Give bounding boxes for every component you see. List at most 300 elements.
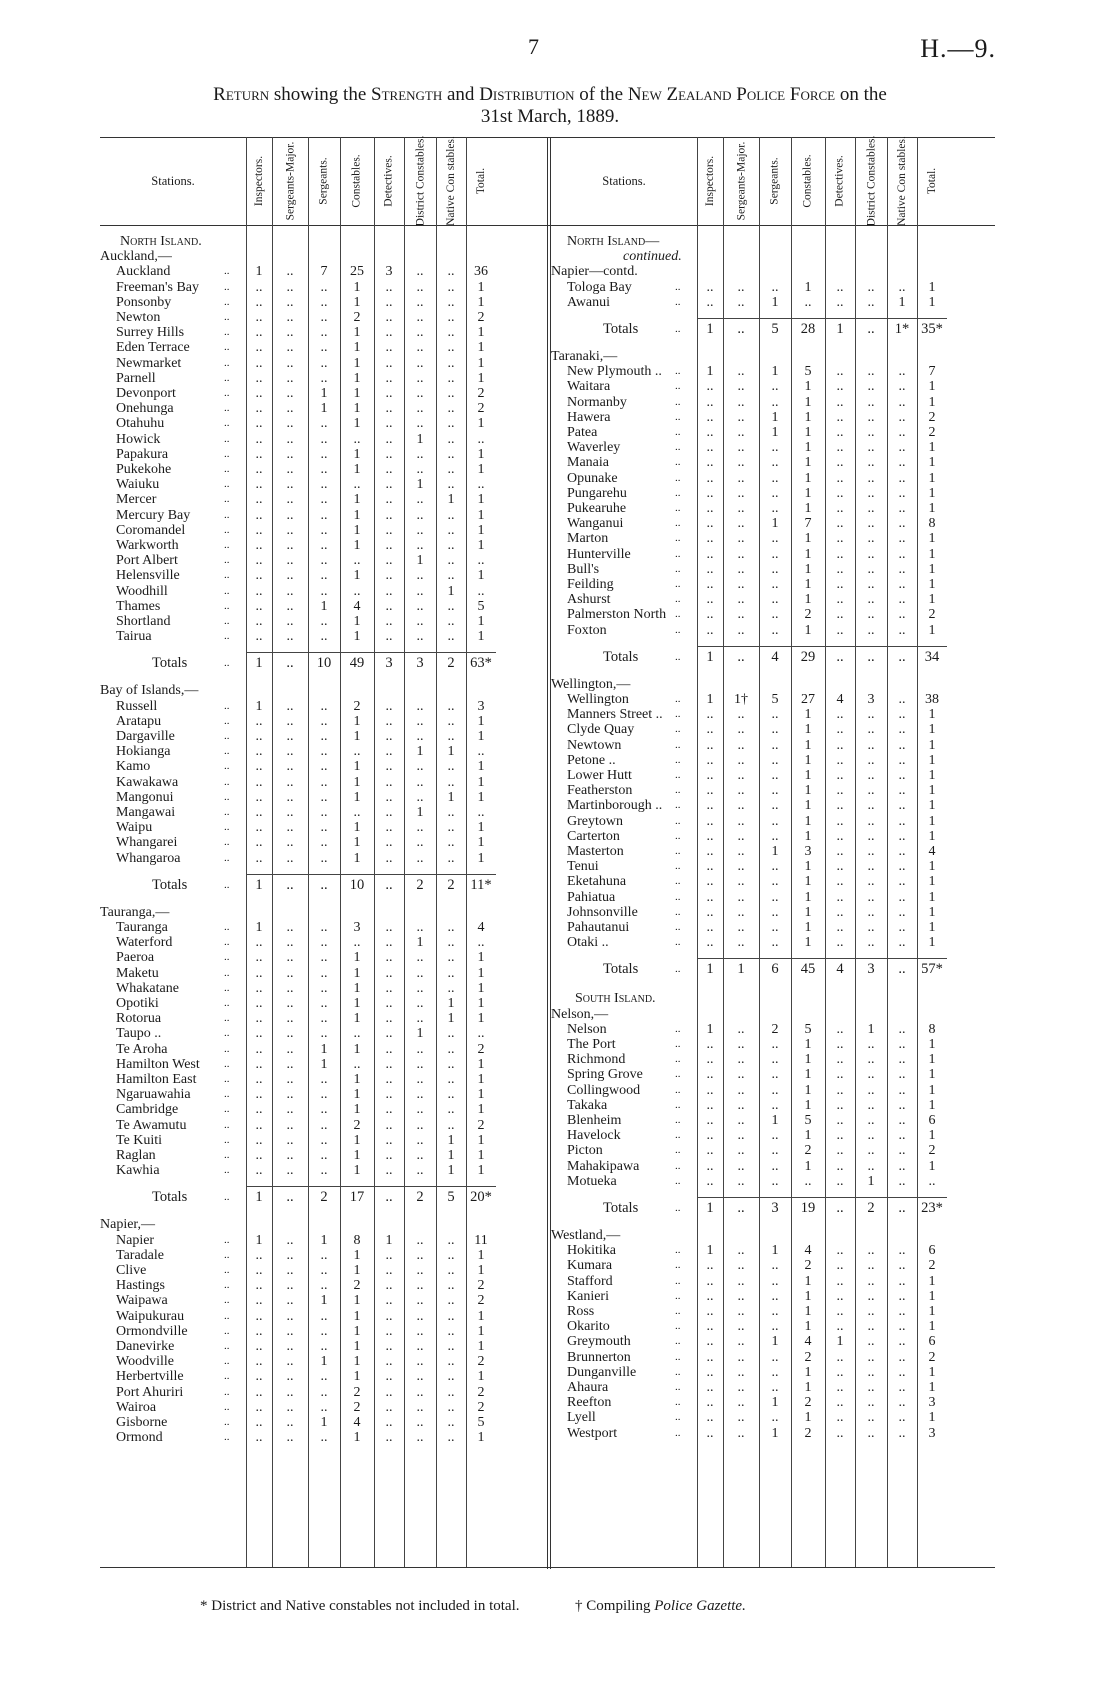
cell-inspectors: .. — [706, 904, 714, 920]
cell-detectives: .. — [385, 744, 393, 760]
cell-detectives: .. — [385, 1189, 393, 1206]
left-header-district-constables: District Constables. — [414, 135, 426, 227]
cell-inspectors: .. — [255, 835, 263, 851]
document-title — [100, 84, 1000, 128]
leader-dots: .. — [675, 1350, 681, 1363]
cell-sergeants-major: .. — [737, 768, 745, 783]
station-name: Normanby — [567, 394, 627, 410]
cell-sergeants-major: .. — [286, 1430, 294, 1446]
cell-detectives: .. — [836, 622, 844, 638]
cell-inspectors: .. — [255, 370, 263, 386]
station-name: Totals — [152, 876, 188, 893]
cell-inspectors: .. — [255, 1087, 263, 1103]
cell-sergeants-major: .. — [286, 789, 294, 805]
cell-inspectors: .. — [706, 1258, 714, 1274]
cell-total: 2 — [477, 386, 485, 401]
cell-inspectors: .. — [255, 583, 263, 599]
cell-native-constables: .. — [898, 1425, 906, 1441]
cell-sergeants: .. — [320, 310, 328, 325]
cell-native-constables: .. — [898, 874, 906, 890]
cell-constables: 2 — [804, 1258, 812, 1274]
station-name: Martinborough .. — [567, 798, 663, 814]
cell-sergeants-major: .. — [737, 455, 745, 471]
leader-dots: .. — [675, 1274, 681, 1287]
cell-native-constables: .. — [898, 1200, 906, 1216]
cell-total: 1 — [928, 440, 936, 456]
cell-constables: 1 — [353, 538, 361, 553]
cell-detectives: .. — [385, 1263, 393, 1278]
cell-sergeants: .. — [320, 279, 328, 295]
cell-sergeants: 1 — [771, 364, 779, 380]
cell-native-constables: 1 — [447, 744, 455, 760]
cell-total: 1 — [477, 1323, 485, 1339]
cell-native-constables: .. — [898, 798, 906, 814]
leader-dots: .. — [224, 1324, 230, 1337]
cell-district-constables: .. — [416, 1148, 424, 1163]
leader-dots: .. — [675, 410, 681, 423]
cell-total: 3 — [928, 1395, 936, 1411]
table-row — [100, 1042, 496, 1057]
cell-sergeants: .. — [320, 462, 328, 477]
cell-district-constables: 1 — [416, 805, 424, 820]
cell-total: 1 — [928, 798, 936, 814]
cell-sergeants-major: .. — [737, 1021, 745, 1037]
cell-district-constables: .. — [416, 820, 424, 836]
cell-inspectors: .. — [255, 614, 263, 629]
cell-sergeants: .. — [320, 698, 328, 714]
cell-native-constables: .. — [447, 416, 455, 432]
leader-dots: .. — [675, 845, 681, 857]
cell-inspectors: .. — [706, 722, 714, 738]
cell-district-constables: .. — [416, 1278, 424, 1294]
cell-inspectors: .. — [706, 1319, 714, 1335]
cell-native-constables: .. — [898, 501, 906, 516]
cell-district-constables: .. — [416, 294, 424, 310]
cell-detectives: .. — [836, 1052, 844, 1068]
station-name: Te Kuiti — [116, 1132, 163, 1148]
station-name: Feilding — [567, 577, 614, 592]
cell-native-constables: .. — [898, 1410, 906, 1426]
table-row — [100, 1163, 496, 1178]
cell-inspectors: .. — [255, 1354, 263, 1370]
cell-constables: 1 — [353, 713, 361, 729]
cell-total: 1 — [928, 1380, 936, 1395]
table-row — [100, 523, 496, 538]
leader-dots: .. — [224, 981, 230, 994]
cell-total: 1 — [477, 729, 485, 744]
station-name: Takaka — [567, 1097, 608, 1113]
cell-inspectors: 1 — [706, 1021, 714, 1037]
cell-sergeants: .. — [320, 431, 328, 447]
leader-dots: .. — [224, 851, 230, 864]
cell-constables: 5 — [804, 364, 812, 380]
station-name: Richmond — [567, 1052, 626, 1068]
leader-dots: .. — [675, 1144, 681, 1157]
table-row — [551, 516, 947, 531]
leader-dots: .. — [224, 775, 230, 788]
cell-district-constables: 1 — [416, 553, 424, 569]
cell-total: 1 — [477, 1148, 485, 1163]
cell-district-constables: .. — [416, 1354, 424, 1370]
cell-native-constables: .. — [898, 516, 906, 532]
cell-sergeants-major: .. — [286, 1163, 294, 1179]
cell-district-constables: .. — [416, 401, 424, 417]
cell-total: 2 — [477, 1293, 485, 1309]
cell-total: 57* — [921, 961, 943, 978]
cell-detectives: .. — [836, 1243, 844, 1259]
station-name: Tauranga,— — [100, 904, 170, 920]
cell-total: 1 — [928, 920, 936, 935]
cell-sergeants-major: .. — [286, 614, 294, 629]
cell-total: 1 — [477, 279, 485, 295]
station-name: North Island— — [567, 234, 660, 249]
cell-total: 1 — [928, 531, 936, 547]
cell-total: 1 — [477, 507, 485, 523]
cell-total: 2 — [928, 1143, 936, 1159]
table-row — [551, 1319, 947, 1334]
cell-native-constables: .. — [898, 622, 906, 638]
cell-detectives: .. — [836, 592, 844, 608]
title-showing: showing the — [273, 84, 367, 105]
station-name: Clive — [116, 1263, 147, 1278]
station-name: Russell — [116, 698, 158, 714]
cell-sergeants: .. — [320, 614, 328, 629]
leader-dots: .. — [224, 790, 230, 803]
leader-dots: .. — [675, 380, 681, 393]
leader-dots: .. — [224, 806, 230, 818]
cell-district-constables: .. — [416, 492, 424, 508]
cell-district-constables: 2 — [867, 1200, 875, 1216]
cell-inspectors: .. — [255, 965, 263, 981]
cell-sergeants: .. — [320, 1247, 328, 1263]
cell-sergeants-major: .. — [737, 577, 745, 592]
station-name: Hamilton East — [116, 1072, 197, 1087]
cell-inspectors: .. — [255, 1132, 263, 1148]
cell-native-constables: .. — [898, 409, 906, 425]
cell-total: 1 — [477, 850, 485, 866]
cell-inspectors: .. — [255, 477, 263, 493]
leader-dots: .. — [675, 1320, 681, 1333]
cell-sergeants-major: .. — [737, 1082, 745, 1098]
cell-detectives: .. — [836, 935, 844, 951]
station-name: Greymouth — [567, 1334, 631, 1350]
cell-sergeants-major: .. — [737, 737, 745, 753]
table-row — [551, 920, 947, 935]
table-row — [551, 1410, 947, 1425]
cell-district-constables: .. — [867, 321, 875, 337]
district-heading — [551, 264, 947, 279]
table-row — [100, 386, 496, 401]
cell-detectives: .. — [385, 1072, 393, 1087]
cell-sergeants: .. — [320, 1072, 328, 1087]
cell-constables: 1 — [353, 950, 361, 966]
cell-detectives: .. — [836, 768, 844, 783]
cell-constables: 1 — [804, 920, 812, 935]
cell-constables: 25 — [350, 264, 364, 280]
table-row — [551, 1258, 947, 1273]
cell-sergeants: .. — [771, 607, 779, 623]
cell-sergeants: .. — [320, 1102, 328, 1118]
table-row — [551, 783, 947, 798]
table-row — [100, 599, 496, 614]
cell-native-constables: .. — [447, 1354, 455, 1370]
cell-inspectors: .. — [255, 446, 263, 462]
cell-sergeants: .. — [771, 707, 779, 723]
table-row — [551, 1426, 947, 1441]
cell-inspectors: .. — [255, 492, 263, 508]
cell-total: 1 — [928, 1067, 936, 1083]
table-row — [551, 395, 947, 410]
cell-constables: 1 — [804, 577, 812, 592]
cell-detectives: .. — [836, 1037, 844, 1052]
cell-total: 1 — [477, 522, 485, 538]
leader-dots: .. — [675, 623, 681, 636]
cell-inspectors: .. — [255, 1415, 263, 1430]
leader-dots: .. — [224, 493, 230, 506]
cell-sergeants: .. — [320, 538, 328, 553]
cell-sergeants: .. — [320, 568, 328, 584]
leader-dots: .. — [675, 963, 681, 976]
cell-constables: 1 — [804, 561, 812, 577]
cell-district-constables: .. — [416, 996, 424, 1011]
cell-inspectors: 1 — [255, 920, 263, 935]
cell-total: 1 — [928, 1037, 936, 1052]
cell-detectives: .. — [385, 1148, 393, 1163]
leader-dots: .. — [675, 875, 681, 888]
cell-total: 1 — [477, 538, 485, 553]
cell-sergeants: .. — [320, 1399, 328, 1415]
table-row — [100, 775, 496, 790]
cell-total: 1 — [477, 325, 485, 341]
table-row — [551, 1334, 947, 1349]
cell-district-constables: .. — [416, 950, 424, 966]
cell-detectives: .. — [385, 614, 393, 629]
cell-district-constables: .. — [416, 416, 424, 432]
leader-dots: .. — [675, 365, 681, 378]
cell-constables: 1 — [804, 1288, 812, 1304]
cell-constables: 2 — [353, 698, 361, 714]
cell-district-constables: .. — [416, 370, 424, 386]
cell-detectives: .. — [836, 1273, 844, 1289]
table-row — [100, 447, 496, 462]
station-name: Napier,— — [100, 1217, 156, 1233]
cell-constables: 1 — [804, 752, 812, 768]
cell-sergeants: .. — [771, 783, 779, 799]
table-row — [100, 950, 496, 965]
cell-constables: 1 — [804, 859, 812, 875]
cell-sergeants: .. — [320, 477, 328, 493]
cell-constables: .. — [353, 553, 361, 569]
cell-inspectors: .. — [255, 805, 263, 820]
leader-dots: .. — [224, 1057, 230, 1070]
cell-constables: 1 — [804, 1273, 812, 1289]
cell-detectives: .. — [385, 355, 393, 371]
cell-sergeants: .. — [320, 522, 328, 538]
cell-native-constables: .. — [447, 1247, 455, 1263]
cell-native-constables: .. — [447, 698, 455, 714]
cell-detectives: .. — [836, 531, 844, 547]
cell-sergeants: .. — [320, 1163, 328, 1179]
cell-total: 1 — [928, 1097, 936, 1113]
station-name: Ormond — [116, 1430, 163, 1446]
table-row — [100, 1278, 496, 1293]
cell-inspectors: .. — [706, 1082, 714, 1098]
table-row — [100, 920, 496, 935]
table-row — [551, 1350, 947, 1365]
continued-label — [551, 249, 947, 264]
station-name: South Island. — [575, 991, 656, 1007]
cell-inspectors: 1 — [255, 1232, 263, 1248]
totals-row — [100, 878, 496, 893]
cell-inspectors: .. — [255, 1308, 263, 1324]
cell-district-constables: .. — [867, 485, 875, 501]
cell-total: 2 — [928, 1258, 936, 1274]
leader-dots: .. — [224, 997, 230, 1009]
cell-constables: 1 — [804, 1364, 812, 1380]
cell-constables: 1 — [804, 737, 812, 753]
cell-total: 1 — [928, 707, 936, 723]
cell-constables: 1 — [804, 813, 812, 829]
station-name: Raglan — [116, 1148, 156, 1163]
cell-native-constables: .. — [898, 1304, 906, 1319]
cell-constables: 1 — [353, 1293, 361, 1309]
station-name: Collingwood — [567, 1082, 641, 1098]
station-name: Tenui — [567, 859, 599, 875]
cell-native-constables: .. — [898, 1082, 906, 1098]
cell-sergeants: .. — [771, 1304, 779, 1319]
cell-native-constables: .. — [447, 1293, 455, 1309]
cell-district-constables: .. — [416, 507, 424, 523]
cell-native-constables: .. — [447, 1263, 455, 1278]
cell-sergeants-major: .. — [286, 1308, 294, 1324]
table-row — [100, 935, 496, 950]
cell-detectives: .. — [836, 798, 844, 814]
section-heading — [100, 234, 496, 249]
cell-total: 1 — [477, 820, 485, 836]
station-name: Taradale — [116, 1247, 164, 1263]
cell-sergeants: .. — [771, 1258, 779, 1274]
cell-total: 1 — [928, 874, 936, 890]
table-row — [100, 1233, 496, 1248]
cell-sergeants-major: .. — [286, 744, 294, 760]
cell-district-constables: .. — [416, 1041, 424, 1057]
cell-detectives: .. — [385, 553, 393, 569]
cell-total: 1 — [928, 859, 936, 875]
table-row — [551, 410, 947, 425]
cell-detectives: .. — [385, 713, 393, 729]
table-row — [100, 1430, 496, 1445]
leader-dots: .. — [224, 265, 230, 278]
cell-native-constables: .. — [898, 1349, 906, 1365]
cell-inspectors: .. — [706, 379, 714, 395]
table-row — [551, 1243, 947, 1258]
cell-district-constables: .. — [867, 1052, 875, 1068]
table-row — [551, 471, 947, 486]
cell-district-constables: .. — [416, 538, 424, 553]
table-row — [551, 1098, 947, 1113]
cell-constables: 2 — [353, 1278, 361, 1294]
cell-sergeants-major: .. — [737, 1319, 745, 1335]
cell-sergeants-major: .. — [737, 1273, 745, 1289]
table-row — [551, 798, 947, 813]
cell-native-constables: 2 — [447, 876, 455, 893]
station-name: Ngaruawahia — [116, 1087, 191, 1103]
table-row — [551, 829, 947, 844]
cell-district-constables: .. — [867, 440, 875, 456]
cell-sergeants-major: .. — [286, 431, 294, 447]
leader-dots: .. — [224, 295, 230, 308]
cell-sergeants: .. — [771, 279, 779, 295]
cell-sergeants: .. — [771, 592, 779, 608]
leader-dots: .. — [675, 708, 681, 721]
cell-native-constables: .. — [447, 431, 455, 447]
cell-sergeants: .. — [320, 370, 328, 386]
cell-sergeants-major: .. — [286, 522, 294, 538]
leader-dots: .. — [675, 547, 681, 560]
cell-constables: 2 — [353, 1399, 361, 1415]
cell-total: 1 — [477, 1011, 485, 1027]
cell-sergeants: .. — [771, 455, 779, 471]
cell-inspectors: .. — [706, 607, 714, 623]
cell-detectives: .. — [385, 980, 393, 996]
cell-detectives: .. — [385, 325, 393, 341]
cell-native-constables: .. — [898, 783, 906, 799]
cell-detectives: .. — [385, 1308, 393, 1324]
leader-dots: .. — [224, 539, 230, 551]
cell-total: 1 — [477, 1087, 485, 1103]
cell-sergeants-major: .. — [737, 889, 745, 905]
footnote-dagger: † Compiling — [575, 1598, 651, 1614]
cell-total: 1 — [928, 394, 936, 410]
cell-native-constables: .. — [447, 1308, 455, 1324]
cell-native-constables: .. — [447, 729, 455, 744]
station-name: Marton — [567, 531, 609, 547]
cell-constables: 1 — [353, 629, 361, 645]
cell-sergeants-major: .. — [737, 752, 745, 768]
cell-total: 2 — [477, 1384, 485, 1400]
cell-inspectors: .. — [706, 813, 714, 829]
cell-total: 1 — [928, 828, 936, 844]
station-name: Lower Hutt — [567, 768, 632, 783]
cell-detectives: .. — [836, 1319, 844, 1335]
district-heading — [100, 683, 496, 698]
cell-sergeants-major: .. — [286, 996, 294, 1011]
cell-sergeants: .. — [771, 1097, 779, 1113]
cell-detectives: .. — [385, 462, 393, 477]
table-row — [551, 1113, 947, 1128]
cell-total: 1 — [477, 1263, 485, 1278]
station-name: Cambridge — [116, 1102, 179, 1118]
cell-district-constables: .. — [867, 455, 875, 471]
station-name: Blenheim — [567, 1113, 622, 1128]
station-name: Hastings — [116, 1278, 165, 1294]
cell-constables: 1 — [353, 568, 361, 584]
cell-detectives: .. — [836, 1349, 844, 1365]
cell-native-constables: .. — [898, 752, 906, 768]
cell-constables: 29 — [800, 648, 816, 665]
cell-sergeants: .. — [771, 1082, 779, 1098]
cell-district-constables: .. — [416, 325, 424, 341]
cell-sergeants: .. — [320, 1278, 328, 1294]
left-totals-rule — [246, 652, 496, 653]
cell-sergeants: 1 — [320, 386, 328, 401]
cell-constables: 1 — [353, 507, 361, 523]
cell-sergeants-major: .. — [286, 446, 294, 462]
table-row — [100, 1415, 496, 1430]
cell-sergeants: .. — [320, 629, 328, 645]
cell-native-constables: .. — [898, 1128, 906, 1144]
cell-constables: 1 — [804, 935, 812, 951]
